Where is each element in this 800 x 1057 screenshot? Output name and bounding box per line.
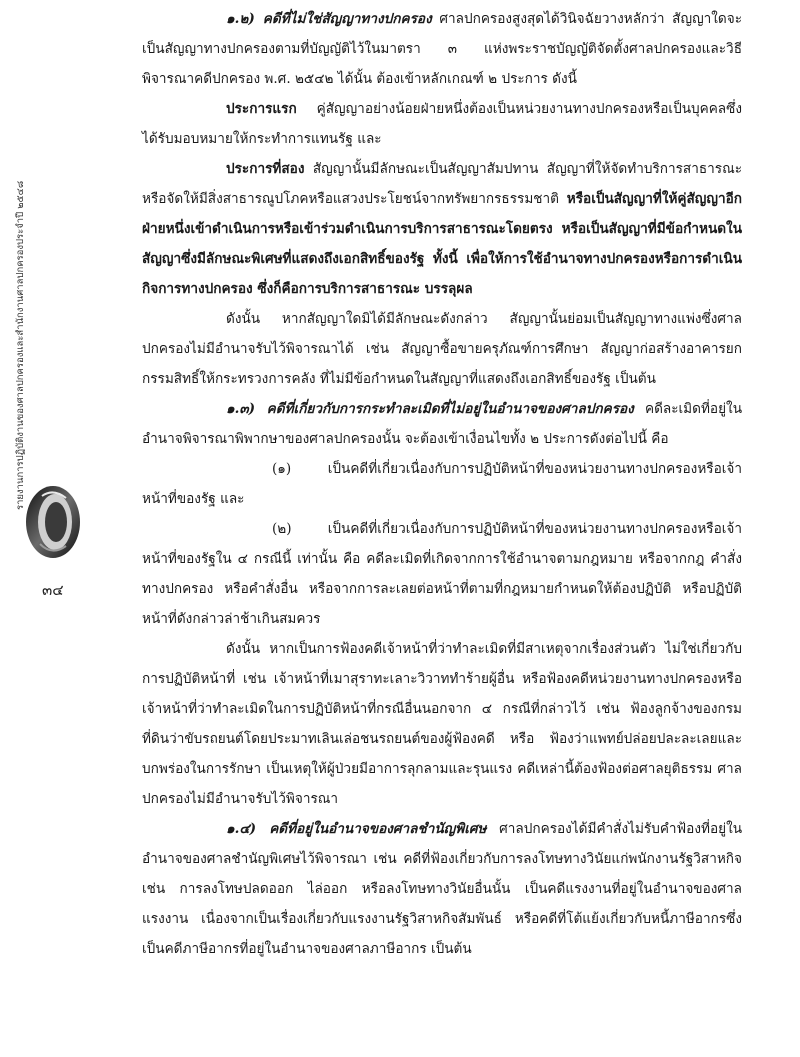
condition-1: (๑) เป็นคดีที่เกี่ยวเนื่องกับการปฏิบัติหน้าที่ของหน่วยงานทางปกครองหรือเจ้าหน้าที่ของรัฐ และ [142, 461, 742, 507]
page-number: ๓๔ [42, 581, 64, 599]
section-1-3 [142, 394, 742, 454]
criterion-first-text: คู่สัญญาอย่างน้อยฝ่ายหนึ่งต้องเป็นหน่วยงานทางปกครองหรือเป็นบุคคลซึ่งได้รับมอบหมายให้กระทำการแทนรัฐ และ [142, 101, 742, 147]
section-1-4-text: ศาลปกครองได้มีคำสั่งไม่รับคำฟ้องที่อยู่ในอำนาจของศาลชำนัญพิเศษไว้พิจารณา เช่น คดีที่ฟ้องเกี่ยวกับการลงโทษทางวินัยแก่พนักงานรัฐวิสาหกิจ เช่น การลงโทษปลดออก ไล่ออก หรือลงโทษทางวินัยอื่นนั้น เป็นคดีแรงงานที่อยู่ในอำนาจของศาลแรงงาน เนื่องจากเป็นเรื่องเกี่ยวกับแรงงานรัฐวิสาหกิจสัมพันธ์ หรือคดีที่โต้แย้งเกี่ยวกับหนี้ภาษีอากรซึ่งเป็นคดีภาษีอากรที่อยู่ในอำนาจของศาลภาษีอากร เป็นต้น [142, 821, 743, 957]
section-1-2-heading: ๑.๒) คดีที่ไม่ใช่สัญญาทางปกครอง [226, 11, 432, 27]
criterion-second-text: สัญญานั้นมีลักษณะเป็นสัญญาสัมปทาน สัญญาที่ให้จัดทำบริการสาธารณะหรือจัดให้มีสิ่งสาธารณูปโภคหรือแสวงประโยชน์จากทรัพยากรธรรมชาติ [142, 161, 742, 207]
criterion-first [142, 94, 742, 154]
running-header-vertical: รายงานการปฏิบัติงานของศาลปกครองและสำนักงานศาลปกครองประจำปี ๒๕๔๘ [15, 180, 26, 510]
document-body [142, 4, 742, 964]
paragraph-therefore-1: ดังนั้น หากสัญญาใดมิได้มีลักษณะดังกล่าว สัญญานั้นย่อมเป็นสัญญาทางแพ่งซึ่งศาลปกครองไม่มีอำนาจรับไว้พิจารณาได้ เช่น สัญญาซื้อขายครุภัณฑ์การศึกษา สัญญาก่อสร้างอาคารยกกรรมสิทธิ์ให้กระทรวงการคลัง ที่ไม่มีข้อกำหนดในสัญญาที่แสดงถึงเอกสิทธิ์ของรัฐ เป็นต้น [142, 311, 742, 387]
paragraph-therefore-2: ดังนั้น หากเป็นการฟ้องคดีเจ้าหน้าที่ว่าทำละเมิดที่มีสาเหตุจากเรื่องส่วนตัว ไม่ใช่เกี่ยวกับการปฏิบัติหน้าที่ เช่น เจ้าหน้าที่เมาสุราทะเลาะวิวาททำร้ายผู้อื่น หรือฟ้องคดีหน่วยงานทางปกครองหรือเจ้าหน้าที่ว่าทำละเมิดในการปฏิบัติหน้าที่กรณีอื่นนอกจาก ๔ กรณีที่กล่าวไว้ เช่น ฟ้องลูกจ้างของกรมที่ดินว่าขับรถยนต์โดยประมาทเลินเล่อชนรถยนต์ของผู้ฟ้องคดี หรือ ฟ้องว่าแพทย์ปล่อยปละละเลยและบกพร่องในการรักษา เป็นเหตุให้ผู้ป่วยมีอาการลุกลามและรุนแรง คดีเหล่านี้ต้องฟ้องต่อศาลยุติธรรม ศาลปกครองไม่มีอำนาจรับไว้พิจารณา [142, 641, 742, 807]
section-1-4-heading: ๑.๔) คดีที่อยู่ในอำนาจของศาลชำนัญพิเศษ [226, 821, 487, 837]
section-1-2 [142, 4, 742, 94]
section-1-3-text: คดีละเมิดที่อยู่ในอำนาจพิจารณาพิพากษาของศาลปกครองนั้น จะต้องเข้าเงื่อนไขทั้ง ๒ ประการดังต่อไปนี้ คือ [142, 401, 742, 447]
section-1-4 [142, 814, 742, 964]
criterion-second-label: ประการที่สอง [226, 161, 305, 177]
ring-emblem-icon [22, 482, 84, 562]
criterion-second [142, 154, 742, 304]
criterion-first-label: ประการแรก [226, 101, 297, 117]
section-1-2-text: ศาลปกครองสูงสุดได้วินิจฉัยวางหลักว่า สัญญาใดจะเป็นสัญญาทางปกครองตามที่บัญญัติไว้ในมาตรา ๓ แห่งพระราชบัญญัติจัดตั้งศาลปกครองและวิธีพิจารณาคดีปกครอง พ.ศ. ๒๕๔๒ ได้นั้น ต้องเข้าหลักเกณฑ์ ๒ ประการ ดังนี้ [142, 11, 743, 87]
condition-2: (๒) เป็นคดีที่เกี่ยวเนื่องกับการปฏิบัติหน้าที่ของหน่วยงานทางปกครองหรือเจ้าหน้าที่ของรัฐใน ๔ กรณีนี้ เท่านั้น คือ คดีละเมิดที่เกิดจากการใช้อำนาจตามกฎหมาย หรือจากกฎ คำสั่งทางปกครอง หรือคำสั่งอื่น หรือจากการละเลยต่อหน้าที่ตามที่กฎหมายกำหนดให้ต้องปฏิบัติ หรือปฏิบัติหน้าที่ดังกล่าวล่าช้าเกินสมควร [142, 521, 742, 627]
criterion-second-bold-text: หรือเป็นสัญญาที่ให้คู่สัญญาอีกฝ่ายหนึ่งเข้าดำเนินการหรือเข้าร่วมดำเนินการบริการสาธารณะโดยตรง หรือเป็นสัญญาที่มีข้อกำหนดในสัญญาซึ่งมีลักษณะพิเศษที่แสดงถึงเอกสิทธิ์ของรัฐ ทั้งนี้ เพื่อให้การใช้อำนาจทางปกครองหรือการดำเนินกิจการทางปกครอง ซึ่งก็คือการบริการสาธารณะ บรรลุผล [142, 191, 742, 297]
section-1-3-heading: ๑.๓) คดีที่เกี่ยวกับการกระทำละเมิดที่ไม่อยู่ในอำนาจของศาลปกครอง [226, 401, 634, 417]
